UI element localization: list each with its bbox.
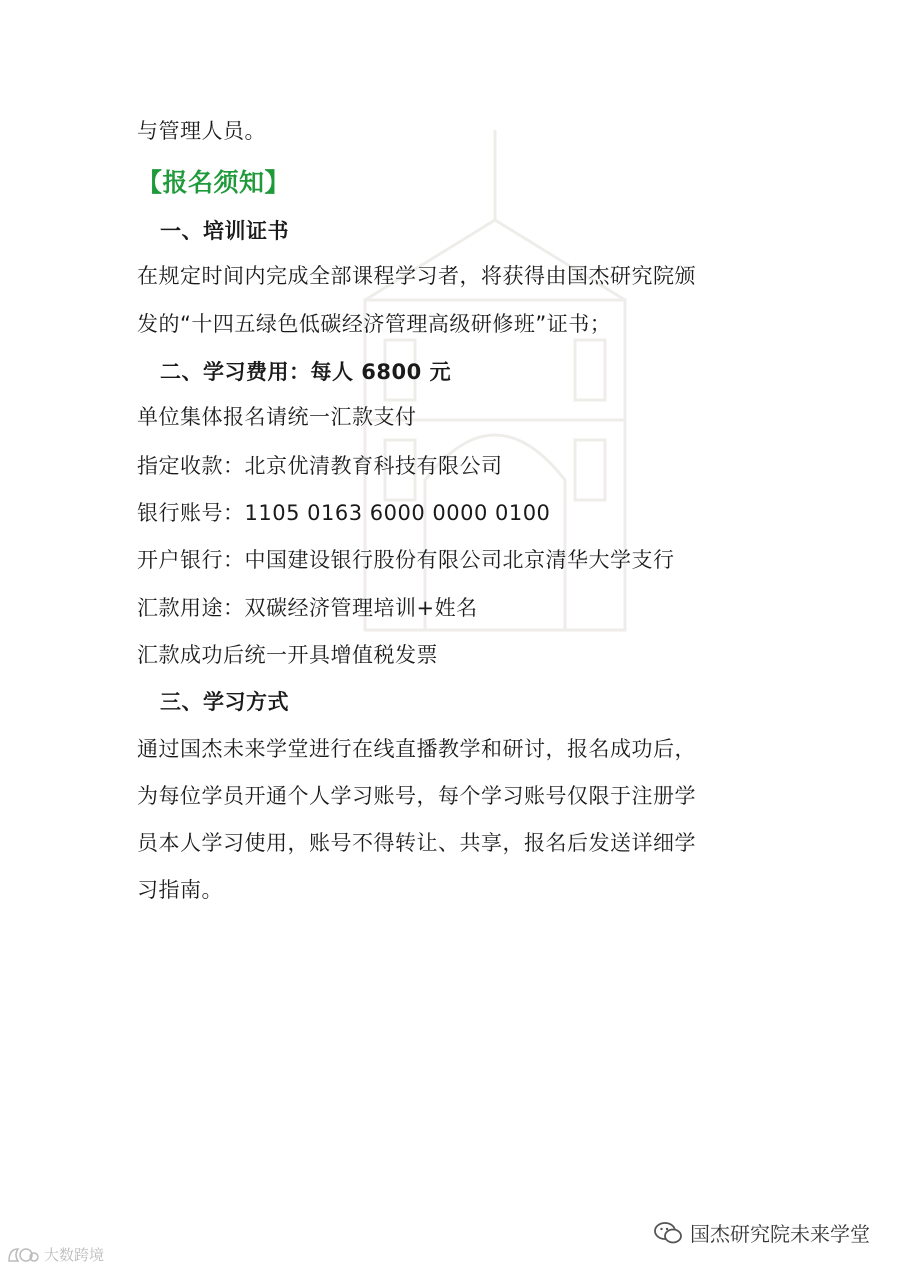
text-line: 与管理人员。 [137,119,266,143]
text-line: 指定收款：北京优清教育科技有限公司 [137,454,503,478]
text-line: 员本人学习使用，账号不得转让、共享，报名后发送详细学 [137,831,696,855]
account-name: 国杰研究院未来学堂 [690,1222,870,1246]
text-line: 汇款成功后统一开具增值税发票 [137,643,438,667]
watermark-logo-icon [6,1245,40,1265]
text-line: 汇款用途：双碳经济管理培训+姓名 [137,596,478,620]
text-line: 银行账号：1105 0163 6000 0000 0100 [137,501,551,525]
wechat-account-attribution [654,1218,870,1247]
heading-study-method: 三、学习方式 [160,690,289,714]
text-line: 开户银行：中国建设银行股份有限公司北京清华大学支行 [137,548,675,572]
section-title: 【报名须知】 [137,168,291,197]
wechat-icon [654,1221,682,1245]
source-watermark [6,1244,104,1265]
watermark-text: 大数跨境 [44,1246,105,1264]
text-line: 习指南。 [137,878,223,902]
heading-certificate: 一、培训证书 [160,219,289,243]
text-line: 发的“十四五绿色低碳经济管理高级研修班”证书； [137,312,612,336]
heading-fee: 二、学习费用：每人 6800 元 [160,360,452,384]
text-line: 在规定时间内完成全部课程学习者，将获得由国杰研究院颁 [137,264,696,288]
text-line: 为每位学员开通个人学习账号，每个学习账号仅限于注册学 [137,784,696,808]
text-line: 通过国杰未来学堂进行在线直播教学和研讨，报名成功后， [137,737,696,761]
text-line: 单位集体报名请统一汇款支付 [137,405,417,429]
